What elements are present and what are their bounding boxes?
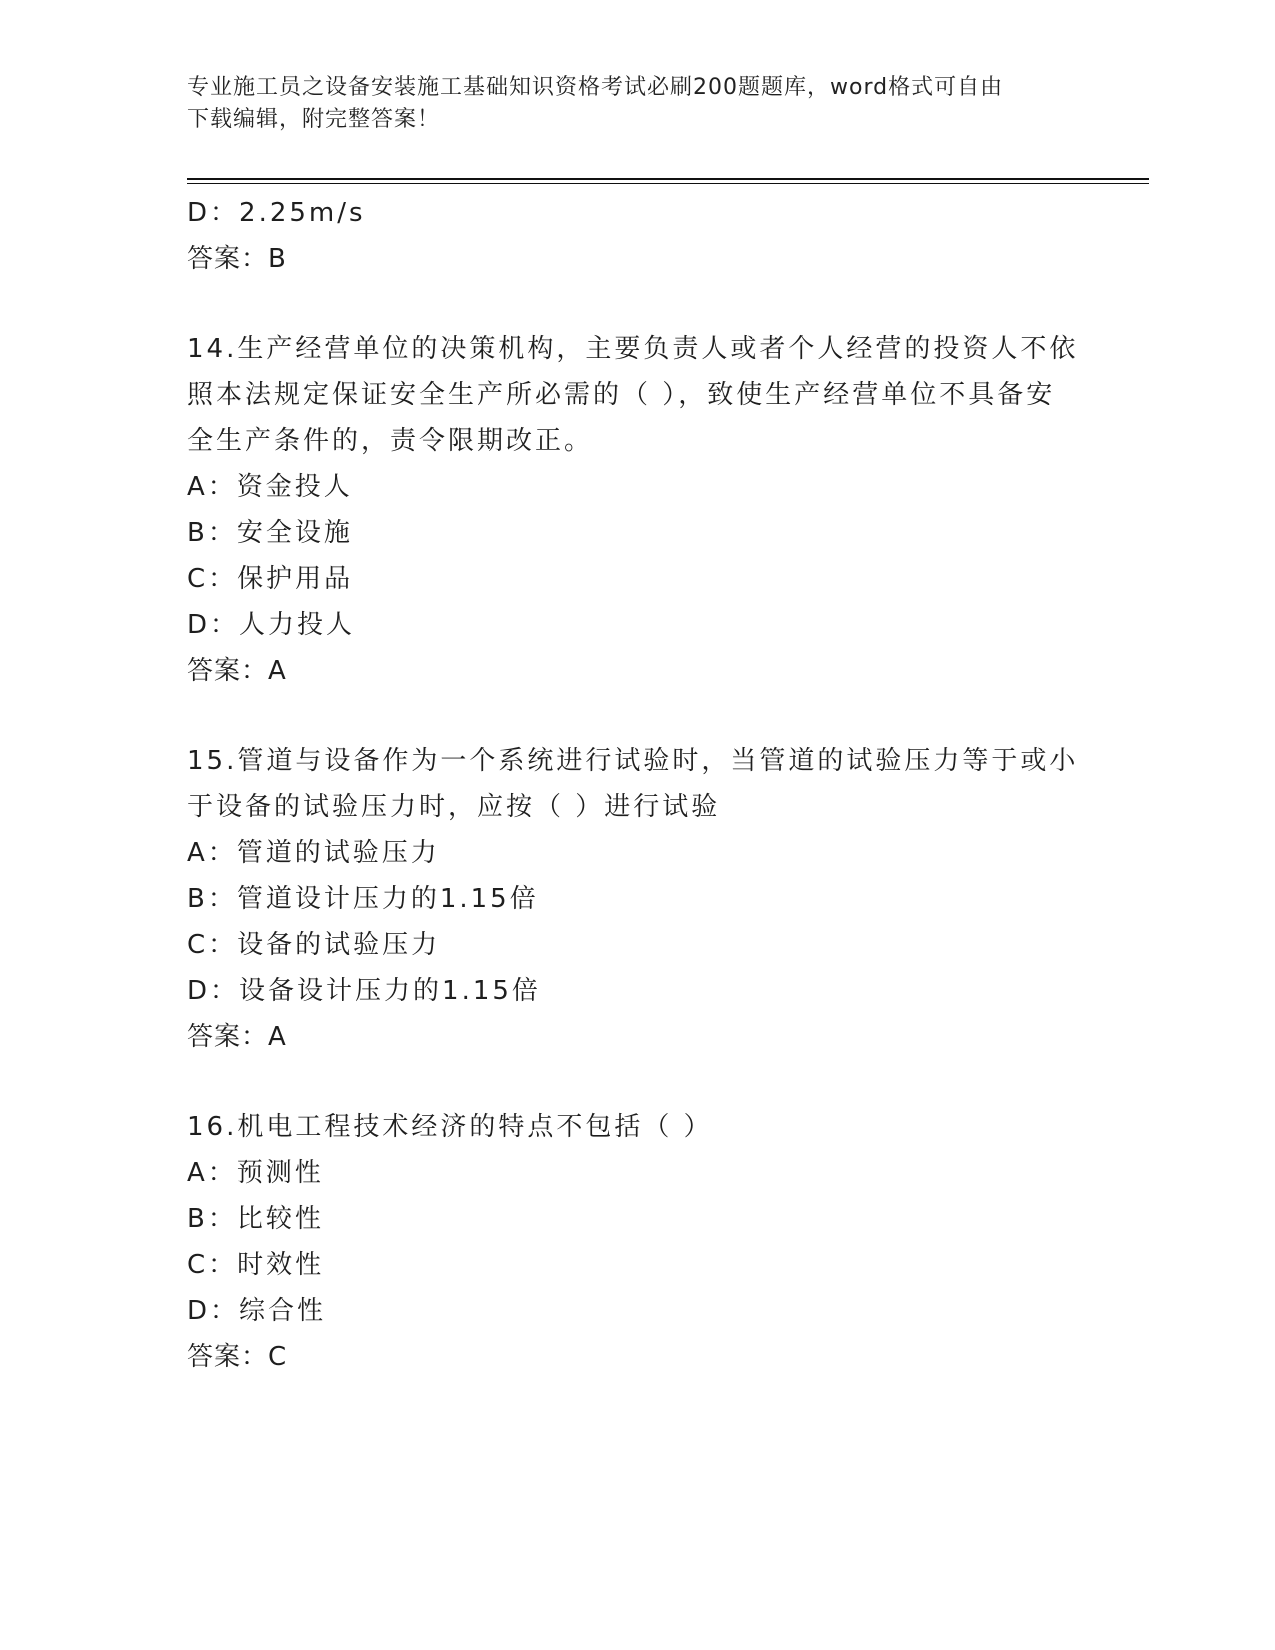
option-a: A：预测性 [187,1158,324,1188]
option-b: B：比较性 [187,1204,324,1234]
option-a: A：资金投人 [187,472,353,502]
option-a: A：管道的试验压力 [187,838,440,868]
document-header [187,72,1067,136]
header-line-1: 专业施工员之设备安装施工基础知识资格考试必刷200题题库，word格式可自由 [187,75,1004,100]
answer: 答案：C [187,1342,288,1372]
header-divider-thick [187,178,1149,180]
answer: 答案：A [187,1022,287,1052]
document-body [187,190,1087,1380]
option-c: C：设备的试验压力 [187,930,441,960]
prev-option-d: D：2.25m/s [187,198,366,228]
option-b: B：安全设施 [187,518,353,548]
option-d: D：综合性 [187,1296,327,1326]
question-text-line: 于设备的试验压力时，应按（ ）进行试验 [187,792,721,822]
question-text-line: 15.管道与设备作为一个系统进行试验时，当管道的试验压力等于或小 [187,746,1079,776]
option-d: D：设备设计压力的1.15倍 [187,976,541,1006]
question-16 [187,1104,1087,1380]
question-text-line: 照本法规定保证安全生产所必需的（ ），致使生产经营单位不具备安 [187,380,1056,410]
question-text-line: 14.生产经营单位的决策机构，主要负责人或者个人经营的投资人不依 [187,334,1079,364]
question-14 [187,326,1087,694]
answer: 答案：A [187,656,287,686]
option-c: C：保护用品 [187,564,354,594]
option-b: B：管道设计压力的1.15倍 [187,884,539,914]
header-line-2: 下载编辑，附完整答案！ [187,107,441,132]
option-c: C：时效性 [187,1250,325,1280]
question-text-line: 全生产条件的，责令限期改正。 [187,426,594,456]
question-15 [187,738,1087,1060]
option-d: D：人力投人 [187,610,356,640]
section-gap [187,1060,1087,1104]
section-gap [187,282,1087,326]
question-text-line: 16.机电工程技术经济的特点不包括（ ） [187,1112,713,1142]
section-gap [187,694,1087,738]
prev-answer: 答案：B [187,244,287,274]
header-divider-thin [187,183,1149,184]
